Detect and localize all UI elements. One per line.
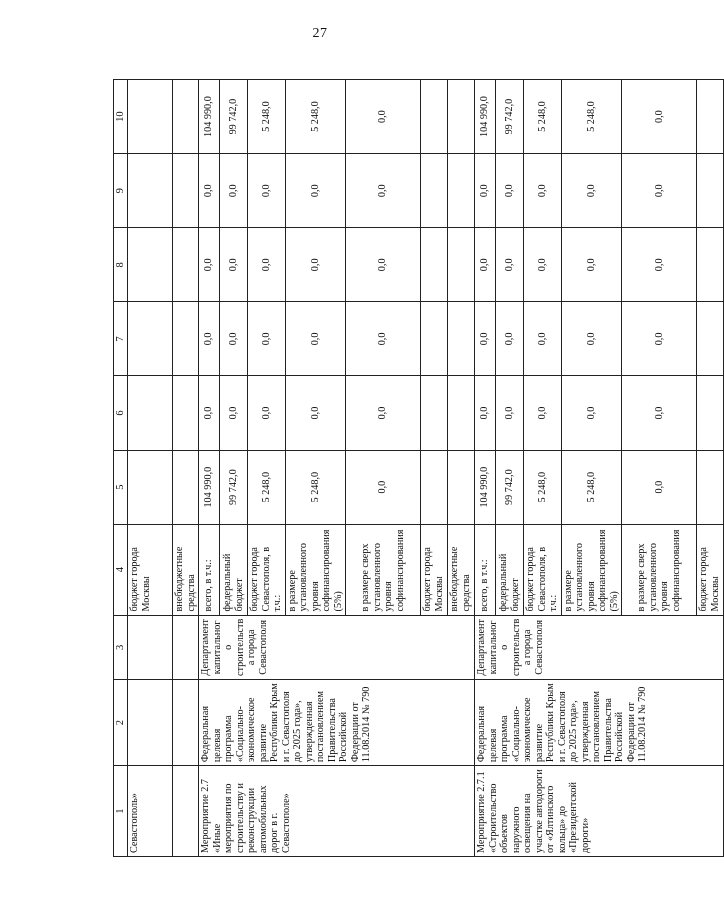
value-cell-6 [448, 376, 475, 450]
col-number-2: 2 [114, 680, 128, 766]
value-cell-7: 0,0 [524, 302, 562, 376]
value-cell-10: 0,0 [622, 80, 697, 154]
value-cell-5: 5 248,0 [524, 450, 562, 524]
value-cell-5: 104 990,0 [199, 450, 220, 524]
value-cell-8: 0,0 [524, 228, 562, 302]
value-cell-6: 0,0 [496, 376, 524, 450]
empty-cell [128, 615, 173, 680]
value-cell-9: 0,0 [622, 154, 697, 228]
continuation-measure: Севастополь» [128, 766, 173, 857]
value-cell-9: 0,0 [285, 154, 346, 228]
value-cell-9: 0,0 [199, 154, 220, 228]
value-cell-10: 104 990,0 [199, 80, 220, 154]
value-cell-8 [421, 228, 448, 302]
empty-cell [173, 615, 199, 680]
value-cell-6: 0,0 [561, 376, 622, 450]
value-cell-6: 0,0 [248, 376, 286, 450]
continuation-row-2 [173, 80, 199, 857]
value-cell-5: 0,0 [346, 450, 421, 524]
value-cell-8: 0,0 [475, 228, 496, 302]
value-cell-9: 0,0 [496, 154, 524, 228]
value-cell-6 [421, 376, 448, 450]
col-number-6: 6 [114, 376, 128, 450]
value-cell-6: 0,0 [285, 376, 346, 450]
measure-name: Мероприятие 2.7.1 «Строительство объектов наружного освещения на участке автодороги от «Ялтинского кольца» до «Президентской дороги» [475, 766, 724, 857]
column-number-row [114, 80, 128, 857]
value-cell-10: 0,0 [346, 80, 421, 154]
value-cell-6: 0,0 [220, 376, 248, 450]
funding-source: в размере сверх установленного уровня софинансирования [622, 524, 697, 615]
continuation-source-2: внебюджетные средства [173, 524, 199, 615]
funding-source: в размере установленного уровня софинансирования (5%) [561, 524, 622, 615]
funding-source: бюджет города Москвы [421, 524, 448, 615]
col-number-3: 3 [114, 615, 128, 680]
value-cell-6: 0,0 [199, 376, 220, 450]
funding-source: в размере установленного уровня софинансирования (5%) [285, 524, 346, 615]
table-row [199, 80, 220, 857]
value-cell-5: 0,0 [622, 450, 697, 524]
value-cell-8 [697, 228, 724, 302]
value-cell-7 [697, 302, 724, 376]
value-cell-7: 0,0 [199, 302, 220, 376]
measure-name: Мероприятие 2.7 «Иные мероприятия по строительству и реконструкции автомобильных дорог в г. Севастополе» [199, 766, 475, 857]
continuation-source: бюджет города Москвы [128, 524, 173, 615]
value-cell-8: 0,0 [220, 228, 248, 302]
funding-source: в размере сверх установленного уровня софинансирования [346, 524, 421, 615]
value-cell-8: 0,0 [285, 228, 346, 302]
program-name: Федеральная целевая программа «Социально-экономическое развитие Республики Крым и г. Севастополя до 2025 года», утвержденная постановлением Правительства Российской Федерации от 11.08.2014 № 790 [199, 680, 475, 766]
value-cell-7: 0,0 [220, 302, 248, 376]
value-cell-10: 5 248,0 [285, 80, 346, 154]
col-number-5: 5 [114, 450, 128, 524]
value-cell-5: 99 742,0 [220, 450, 248, 524]
value-cell-8 [448, 228, 475, 302]
col-number-7: 7 [114, 302, 128, 376]
executor-name: Департамент капитального строительства города Севастополя [475, 615, 724, 680]
value-cell-9 [421, 154, 448, 228]
value-cell-7: 0,0 [622, 302, 697, 376]
value-cell-10: 5 248,0 [524, 80, 562, 154]
value-cell-9: 0,0 [475, 154, 496, 228]
value-cell-10 [697, 80, 724, 154]
value-cell-5: 5 248,0 [561, 450, 622, 524]
col-number-8: 8 [114, 228, 128, 302]
value-cell-7 [421, 302, 448, 376]
page-number: 27 [312, 26, 328, 41]
col-number-1: 1 [114, 766, 128, 857]
value-cell-6: 0,0 [524, 376, 562, 450]
funding-source: всего, в т.ч.: [475, 524, 496, 615]
value-cell-5: 99 742,0 [496, 450, 524, 524]
value-cell-10: 99 742,0 [220, 80, 248, 154]
rotated-table-frame [113, 79, 721, 857]
value-cell-10 [448, 80, 475, 154]
value-cell-9 [697, 154, 724, 228]
value-cell-9: 0,0 [524, 154, 562, 228]
value-cell-7: 0,0 [285, 302, 346, 376]
funding-source: бюджет города Севастополя, в т.ч.: [248, 524, 286, 615]
value-cell-5 [421, 450, 448, 524]
value-cell-6: 0,0 [475, 376, 496, 450]
value-cell-6: 0,0 [346, 376, 421, 450]
value-cell-5 [448, 450, 475, 524]
empty-cell [173, 766, 199, 857]
value-cell-10 [421, 80, 448, 154]
col-number-10: 10 [114, 80, 128, 154]
value-cell-7: 0,0 [475, 302, 496, 376]
col-number-9: 9 [114, 154, 128, 228]
executor-name: Департамент капитального строительства города Севастополя [199, 615, 475, 680]
value-cell-7: 0,0 [346, 302, 421, 376]
value-cell-5: 5 248,0 [285, 450, 346, 524]
value-cell-7: 0,0 [248, 302, 286, 376]
value-cell-8: 0,0 [622, 228, 697, 302]
value-cell-7: 0,0 [561, 302, 622, 376]
measures-body [199, 80, 724, 857]
col-number-4: 4 [114, 524, 128, 615]
funding-source: всего, в т.ч.: [199, 524, 220, 615]
funding-source: бюджет города Москвы [697, 524, 724, 615]
funding-source: федеральный бюджет [496, 524, 524, 615]
value-cell-7: 0,0 [496, 302, 524, 376]
empty-cell [128, 680, 173, 766]
value-cell-10: 5 248,0 [561, 80, 622, 154]
value-cell-9: 0,0 [346, 154, 421, 228]
value-cell-9: 0,0 [220, 154, 248, 228]
value-cell-9: 0,0 [561, 154, 622, 228]
value-cell-7 [448, 302, 475, 376]
table-body [114, 80, 199, 857]
value-cell-6 [697, 376, 724, 450]
rotated-table-area [113, 79, 721, 857]
empty-cell [173, 680, 199, 766]
value-cell-9 [448, 154, 475, 228]
budget-table [113, 79, 724, 857]
value-cell-5: 5 248,0 [248, 450, 286, 524]
value-cell-8: 0,0 [346, 228, 421, 302]
table-row [475, 80, 496, 857]
value-cell-10: 99 742,0 [496, 80, 524, 154]
value-cell-10: 104 990,0 [475, 80, 496, 154]
value-cell-6: 0,0 [622, 376, 697, 450]
funding-source: федеральный бюджет [220, 524, 248, 615]
program-name: Федеральная целевая программа «Социально-экономическое развитие Республики Крым и г. Севастополя до 2025 года», утвержденная постановлением Правительства Российской Федерации от 11.08.2014 № 790 [475, 680, 724, 766]
value-cell-8: 0,0 [199, 228, 220, 302]
continuation-row [128, 80, 173, 857]
value-cell-5 [697, 450, 724, 524]
funding-source: внебюджетные средства [448, 524, 475, 615]
value-cell-8: 0,0 [496, 228, 524, 302]
value-cell-9: 0,0 [248, 154, 286, 228]
value-cell-10: 5 248,0 [248, 80, 286, 154]
funding-source: бюджет города Севастополя, в т.ч.: [524, 524, 562, 615]
value-cell-8: 0,0 [248, 228, 286, 302]
value-cell-8: 0,0 [561, 228, 622, 302]
value-cell-5: 104 990,0 [475, 450, 496, 524]
